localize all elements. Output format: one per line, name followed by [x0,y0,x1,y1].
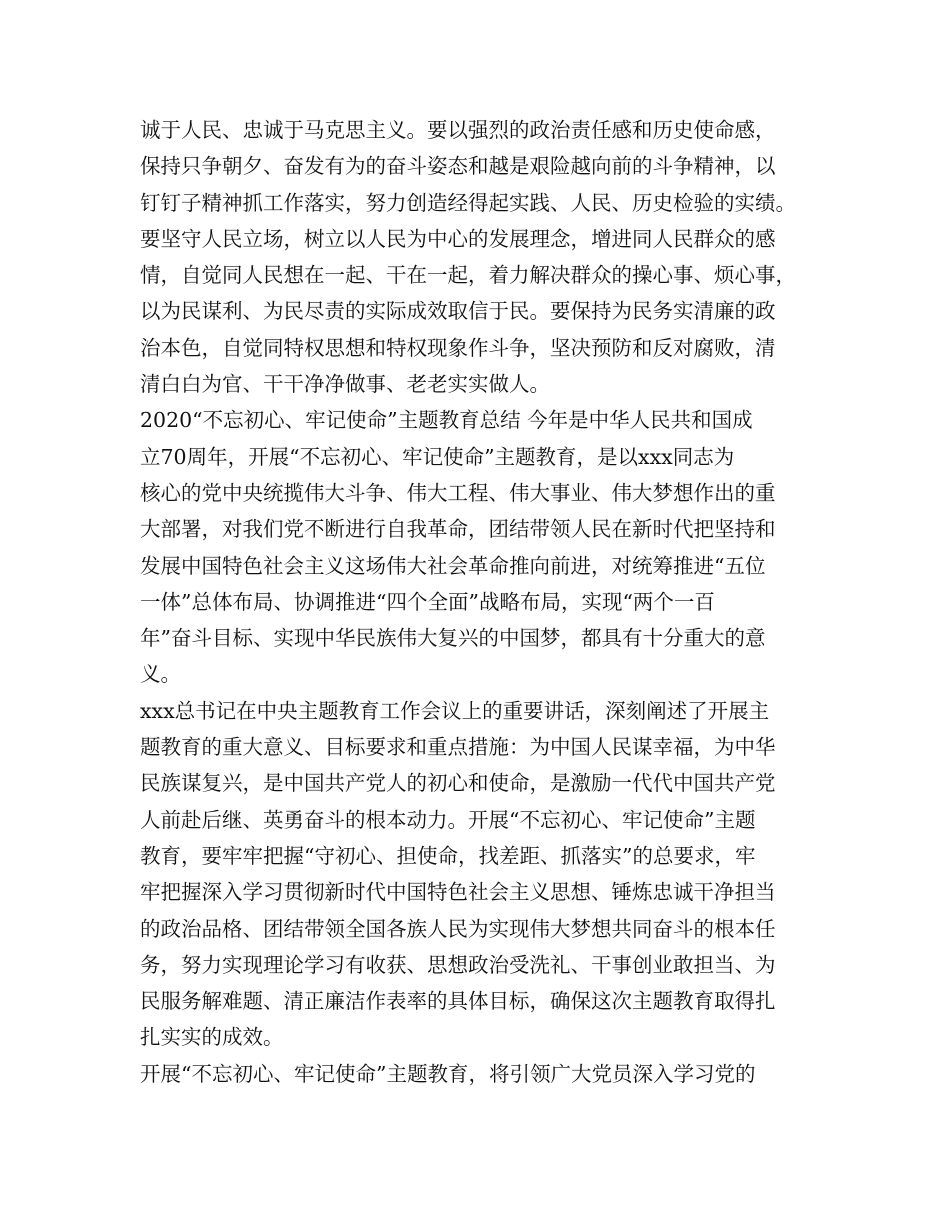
text-line: 清白白为官、干干净净做事、老老实实做人。 [140,372,550,397]
text-line: 义。 [140,662,181,687]
text-line: 核心的党中央统揽伟大斗争、伟大工程、伟大事业、伟大梦想作出的重 [140,480,776,505]
text-line: 保持只争朝夕、奋发有为的奋斗姿态和越是艰险越向前的斗争精神，以 [140,154,776,179]
text-line: 钉钉子精神抓工作落实，努力创造经得起实践、人民、历史检验的实绩。 [140,190,796,215]
text-line: 题教育的重大意义、目标要求和重点措施：为中国人民谋幸福，为中华 [140,735,776,760]
text-line: 务，努力实现理论学习有收获、思想政治受洗礼、干事创业敢担当、为 [140,952,776,977]
text-line: 大部署，对我们党不断进行自我革命，团结带领人民在新时代把坚持和 [140,517,776,542]
text-line: 发展中国特色社会主义这场伟大社会革命推向前进，对统筹推进“五位 [140,553,766,578]
text-line: 人前赴后继、英勇奋斗的根本动力。开展“不忘初心、牢记使命”主题 [140,807,756,832]
text-line: 诚于人民、忠诚于马克思主义。要以强烈的政治责任感和历史使命感， [140,118,776,142]
text-line: 开展“不忘初心、牢记使命”主题教育，将引领广大党员深入学习党的 [140,1061,756,1086]
text-line: 情，自觉同人民想在一起、干在一起，着力解决群众的操心事、烦心事， [140,263,796,288]
text-line: 要坚守人民立场，树立以人民为中心的发展理念，增进同人民群众的感 [140,226,776,251]
text-line: xxx总书记在中央主题教育工作会议上的重要讲话，深刻阐述了开展主 [140,698,770,723]
text-line: 民服务解难题、清正廉洁作表率的具体目标，确保这次主题教育取得扎 [140,989,776,1014]
text-line: 民族谋复兴，是中国共产党人的初心和使命，是激励一代代中国共产党 [140,771,776,796]
text-line: 2020“不忘初心、牢记使命”主题教育总结 今年是中华人民共和国成 [140,408,753,433]
document-body [140,112,830,1092]
text-line: 一体”总体布局、协调推进“四个全面”战略布局，实现“两个一百 [140,589,715,614]
text-line: 的政治品格、团结带领全国各族人民为实现伟大梦想共同奋斗的根本任 [140,916,776,941]
text-line: 立70周年，开展“不忘初心、牢记使命”主题教育，是以xxx同志为 [140,444,735,469]
text-line: 教育，要牢牢把握“守初心、担使命，找差距、抓落实”的总要求，牢 [140,843,756,868]
text-line: 治本色，自觉同特权思想和特权现象作斗争，坚决预防和反对腐败，清 [140,335,776,360]
text-line: 扎实实的成效。 [140,1025,284,1050]
text-line: 牢把握深入学习贯彻新时代中国特色社会主义思想、锤炼忠诚干净担当 [140,880,776,905]
text-line: 年”奋斗目标、实现中华民族伟大复兴的中国梦，都具有十分重大的意 [140,626,766,651]
text-line: 以为民谋利、为民尽责的实际成效取信于民。要保持为民务实清廉的政 [140,299,776,324]
